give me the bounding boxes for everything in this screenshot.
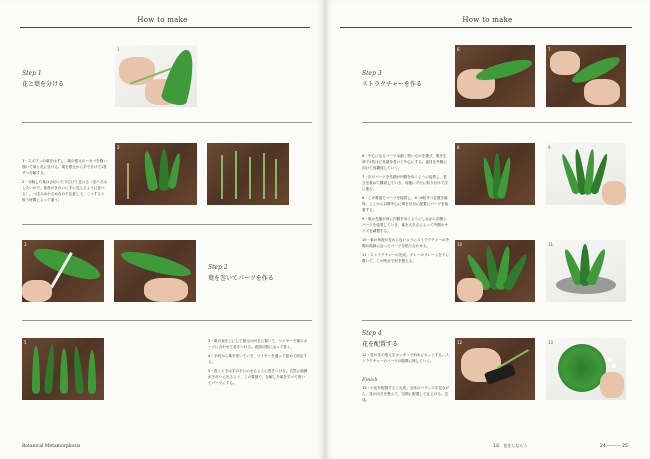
hand-image [22,280,52,302]
step1-label: Step 1 [22,70,42,77]
photo-step-4 [114,240,196,302]
leaf-image [142,150,159,191]
step1-paragraph-1: 1・スズランの葉をはずし、葉の根元のハカマを軽い捌いて葉と花に分ける。葉を根元から手で分けて1枚ずつ分解する。 [22,159,107,175]
leaf-image [44,344,56,395]
photo-step-13 [546,338,626,400]
step3-label: Step 3 [362,70,382,77]
hand-image [584,79,620,105]
step3-paragraph-11: 11・ストラクチャーの完成。グレーのプレートを下に置いて、この時点で形を整える。 [362,253,449,263]
page-header-right: How to make [462,16,513,24]
photo-step-9 [546,143,626,205]
photo-number: 3 [24,242,27,247]
hand-image [457,278,483,302]
step1-title: 花と葉を分ける [22,81,65,88]
photo-number: 9 [548,145,551,150]
header-rule [340,27,632,28]
step4-title: 花を配置する [362,341,399,348]
chapter-footer: 1章 花をしならう [493,443,528,448]
photo-number: 8 [457,145,460,150]
section-rule [22,224,312,225]
photo-step-5 [22,338,104,400]
photo-number: 10 [457,242,463,247]
step4-label: Step 4 [362,330,382,337]
finish-paragraph-13: 13・小花を配置すると完成。全体のバランスを見ながら、花の向きを整えて、空間に配置して仕上げる。完成。 [362,386,450,402]
leaf-image [32,346,40,394]
hand-image [550,51,580,75]
photo-number: 13 [548,340,554,345]
leaf-image [31,243,104,286]
stem-image [275,159,277,199]
step3-paragraph-9: 9・葉の先端が常に内側を向くようにしながら前側にパーツを接着していき、葉を大きさによって外側のサイズを調整する。 [362,217,448,233]
right-page [325,0,650,459]
stem-image [235,151,237,199]
hand-image [600,372,624,398]
photo-step-12 [455,338,535,400]
step3-paragraph-8: 8・この要領でパーツを接着し、4〜6枚ずつ位置を確保、ここから以降中心に葉を反対に配置にパーツを接着する。 [362,196,449,212]
stem-image [263,153,265,199]
step2-paragraph-5: 5・巻くときは手の平にのせるように巻きつける。自然に曲線がきれいに出るよう、この要領で、分解した葉をすべて巻いてパーツにする。 [208,369,308,385]
step4-text [362,352,450,367]
root-image [127,163,129,199]
header-rule [20,27,310,28]
leaf-image [88,350,96,394]
photo-step-6 [455,45,535,107]
photo-step-2b [207,143,289,205]
page-header-left: How to make [137,16,188,24]
section-rule [362,122,632,123]
section-rule [22,320,312,321]
leaf-image [60,348,68,394]
step2-label: Step 2 [208,264,228,271]
book-title-footer: Botanical Metamorphosis [22,444,81,449]
photo-step-11 [546,240,626,302]
leaf-image [167,153,182,190]
flower-bud-image [608,358,612,362]
arrangement-image [558,344,606,392]
page-numbers: 24 ——— 25 [600,444,628,449]
hand-image [144,278,188,302]
photo-step-2 [115,143,197,205]
step2-text [208,338,308,389]
leaf-image [160,47,197,107]
leaf-image [119,247,193,281]
stem-image [221,155,223,199]
photo-number: 5 [24,340,27,345]
step3-paragraph-10: 10・葉の角度が変わらないようにストラクチャーの外側の曲線に沿ってパーツを貼り合わせる。 [362,238,450,248]
photo-number: 12 [457,340,463,345]
photo-step-8 [455,143,535,205]
step1-paragraph-2: 2・分解した葉は水切ったり広げて並べる（並べ方はしたいので、素材がきれいに手に見えるように並べる）。つぼみは小さめなので注意して、こうすると扱う時間によって違う。 [22,180,107,202]
step3-text [362,153,450,267]
step3-paragraph-6: 6・中心になるパーツは細く短いものを選び、葉を生命で1枚ほど先端を巻いて中心にする。素材を外側に向けて再構成していく。 [362,154,447,170]
photo-number: 6 [457,47,460,52]
step3-paragraph-7: 7・次のパーツを先端が内側を向くように接着し、巻きを重ねて構成していき、同様に平行に貼り付けて次に進む。 [362,175,449,191]
photo-number: 7 [548,47,551,52]
step2-paragraph-4: 4・予約から葉を巻いていき、ワイヤーを通って留めて固定する。 [208,354,308,364]
step2-title: 葉を巻いてパーツを作る [208,275,274,282]
photo-number: 2 [117,145,120,150]
photo-step-10 [455,240,535,302]
flower-bud-image [612,364,616,368]
photo-step-1 [115,45,197,107]
section-rule [362,320,632,321]
finish-label: Finish [362,377,378,383]
stem-image [249,157,251,199]
section-rule [22,122,312,123]
photo-step-7 [546,45,626,107]
step2-paragraph-3: 3・葉の表を上にして根元の向きに置いて、ワイヤーで葉のカーブに合わせて巻きつける。表面の脈に沿って巻く。 [208,339,308,349]
step4-paragraph-12: 12・花の茎の根元をカッターで斜めにカットする。ストラクチャーのパーツの隙間に挿していく。 [362,353,450,363]
photo-number: 1 [117,47,120,52]
step3-title: ストラクチャーを作る [362,81,422,88]
photo-number: 11 [548,242,554,247]
hand-image [602,181,626,205]
step1-text [22,158,107,206]
leaf-image [474,56,534,85]
leaf-image [72,346,84,395]
finish-text [362,385,450,406]
photo-step-3 [22,240,104,302]
